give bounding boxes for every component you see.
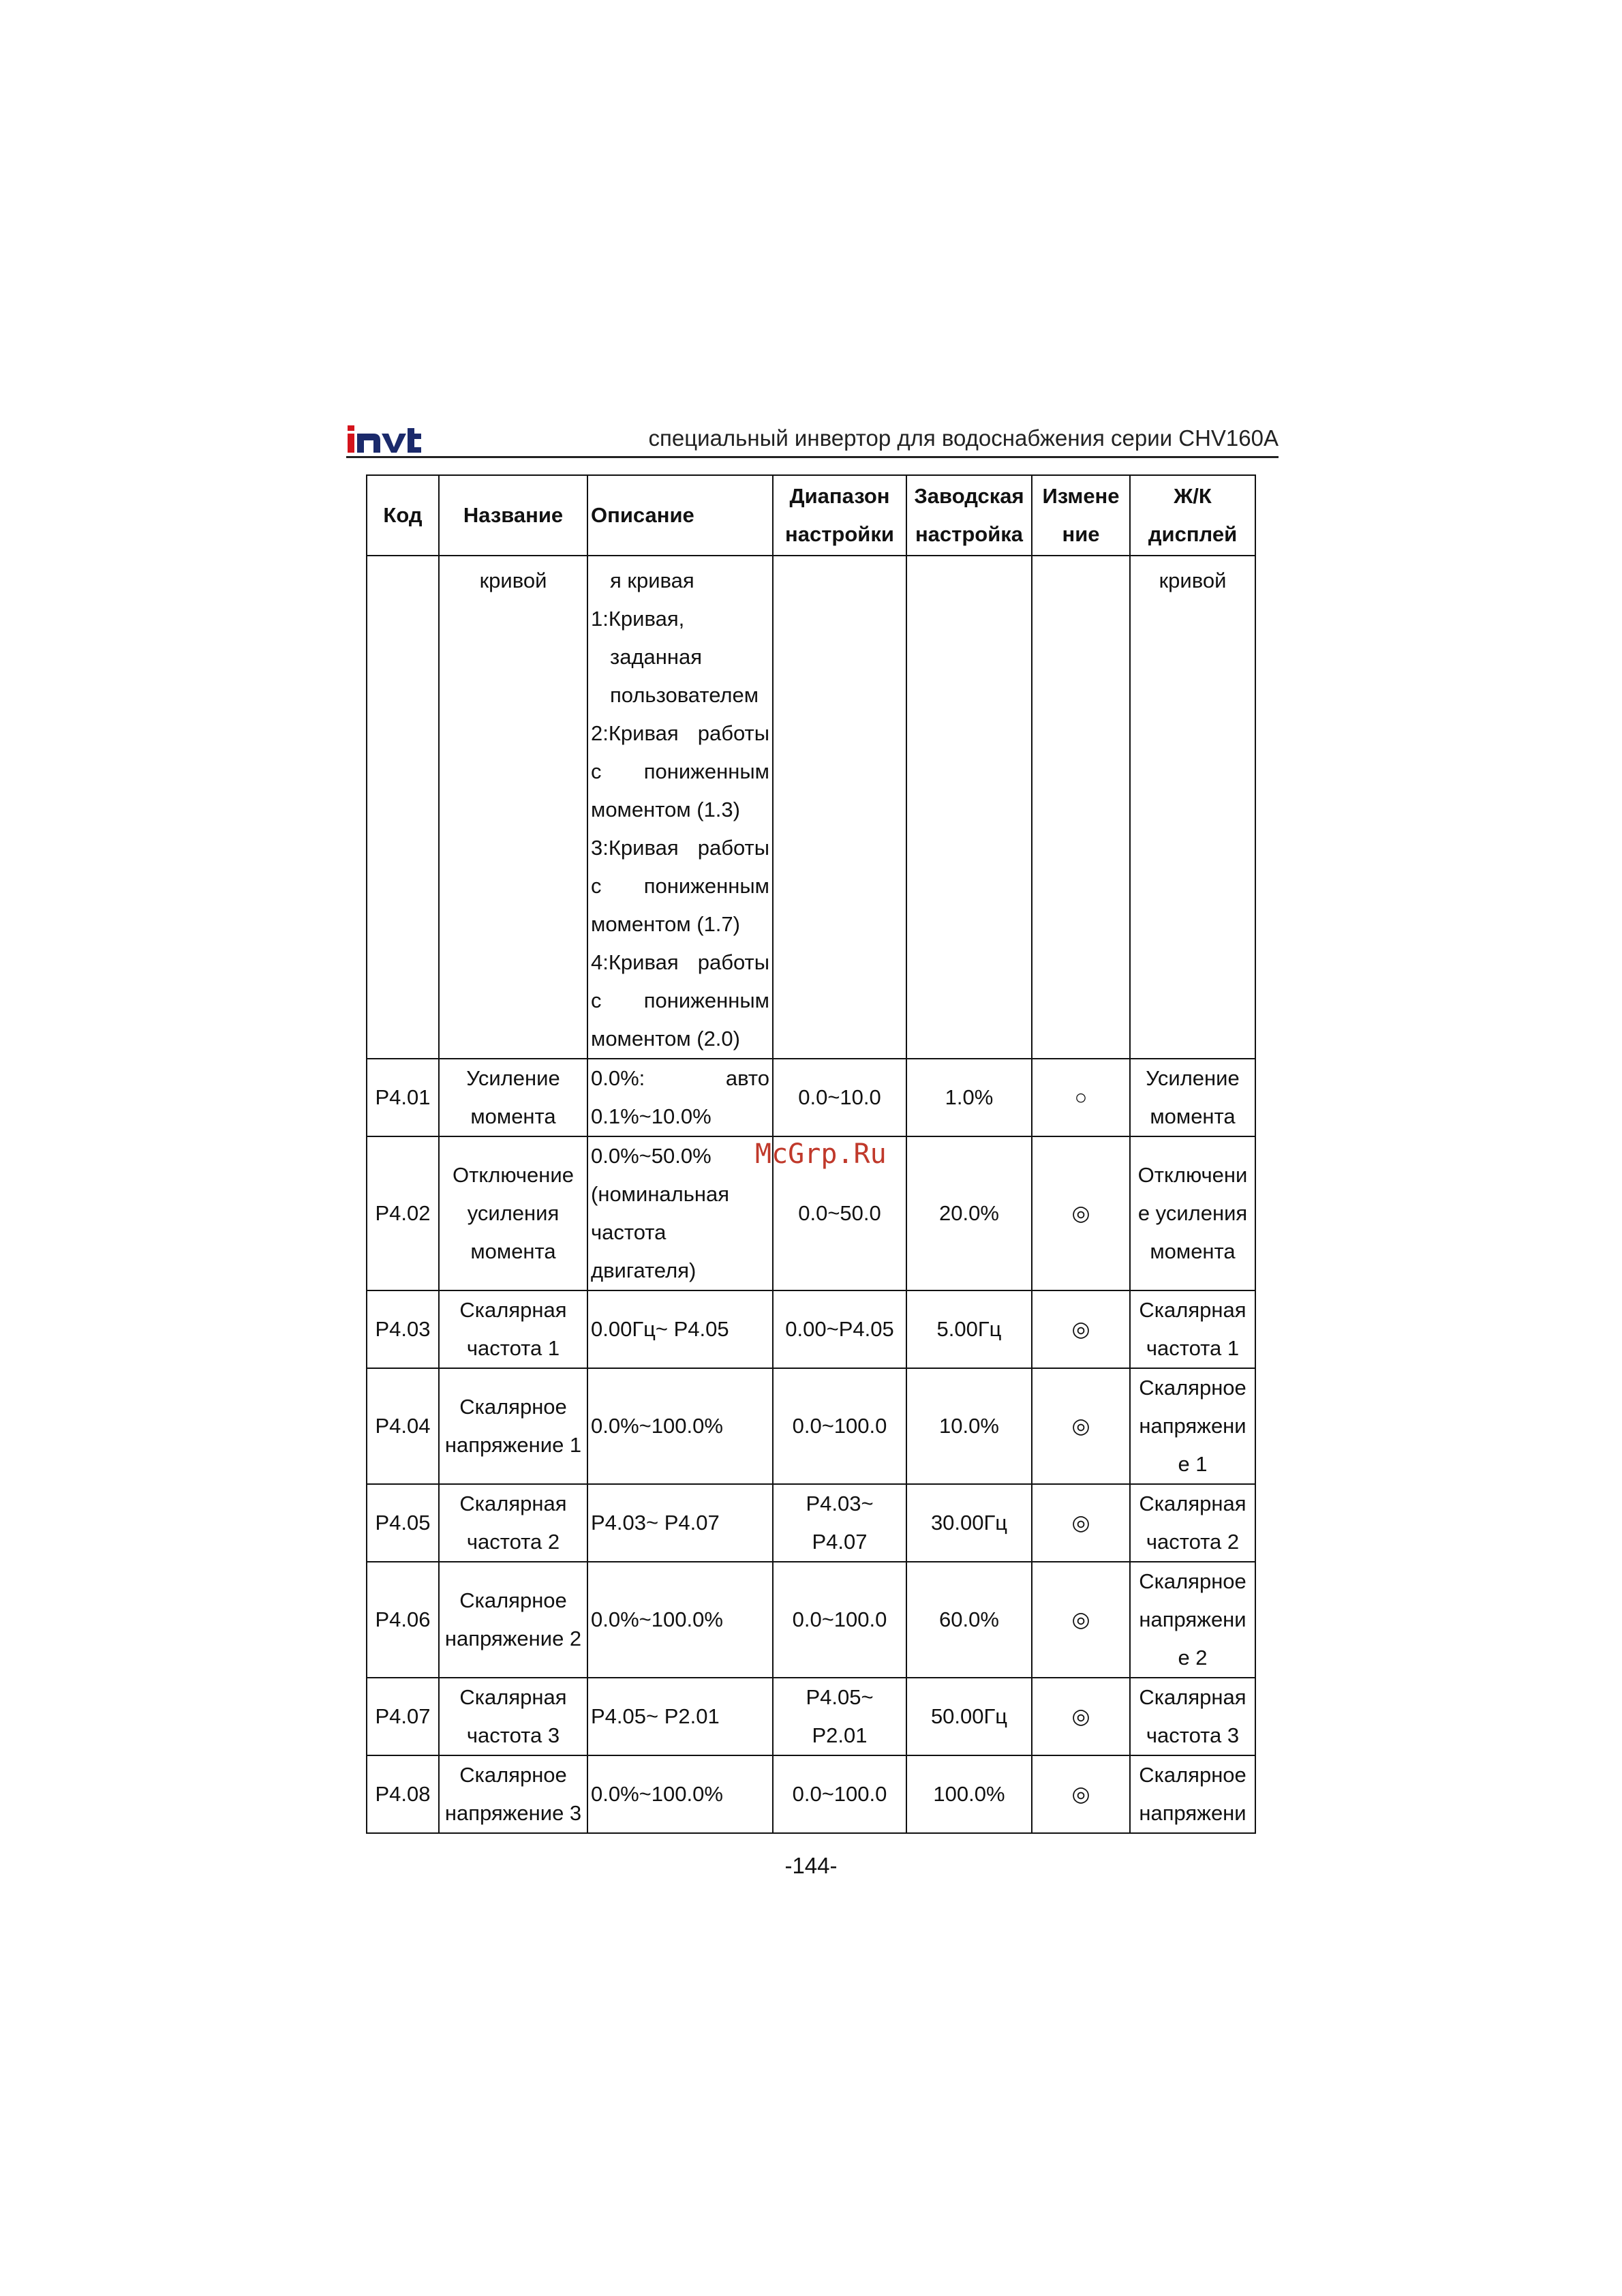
table-row xyxy=(367,1368,1255,1484)
cell-lcd: Скалярное напряжени xyxy=(1130,1755,1255,1833)
cell-change: ◎ xyxy=(1032,1678,1130,1755)
cell-change: ◎ xyxy=(1032,1136,1130,1290)
cell-lcd: Скалярная частота 2 xyxy=(1130,1484,1255,1562)
table-header-row xyxy=(367,475,1255,556)
table-row xyxy=(367,1755,1255,1833)
cell-default: 20.0% xyxy=(906,1136,1032,1290)
table-row xyxy=(367,1678,1255,1755)
col-header-default: Заводская настройка xyxy=(906,475,1032,556)
cell-range: P4.03~ P4.07 xyxy=(773,1484,906,1562)
col-header-range: Диапазон настройки xyxy=(773,475,906,556)
col-header-description: Описание xyxy=(587,475,773,556)
cell-default xyxy=(906,556,1032,1059)
table-row xyxy=(367,1562,1255,1678)
cell-range: P4.05~ P2.01 xyxy=(773,1678,906,1755)
col-header-name: Название xyxy=(439,475,587,556)
cell-name: Отключение усиления момента xyxy=(439,1136,587,1290)
cell-code: P4.03 xyxy=(367,1290,439,1368)
cell-lcd: Скалярная частота 1 xyxy=(1130,1290,1255,1368)
col-header-lcd: Ж/К дисплей xyxy=(1130,475,1255,556)
cell-lcd: Скалярная частота 3 xyxy=(1130,1678,1255,1755)
cell-code: P4.05 xyxy=(367,1484,439,1562)
cell-description: 0.0%~100.0% xyxy=(587,1562,773,1678)
cell-change xyxy=(1032,556,1130,1059)
cell-default: 50.00Гц xyxy=(906,1678,1032,1755)
cell-change: ◎ xyxy=(1032,1290,1130,1368)
cell-name: Скалярная частота 1 xyxy=(439,1290,587,1368)
cell-range: 0.0~100.0 xyxy=(773,1368,906,1484)
header-divider xyxy=(346,456,1279,458)
cell-range: 0.0~50.0 xyxy=(773,1136,906,1290)
cell-lcd: Усиление момента xyxy=(1130,1059,1255,1136)
cell-description: P4.05~ P2.01 xyxy=(587,1678,773,1755)
cell-description: 0.0%: авто 0.1%~10.0% xyxy=(587,1059,773,1136)
cell-description: 0.0%~50.0% (номинальная частота двигателя) xyxy=(587,1136,773,1290)
col-header-code: Код xyxy=(367,475,439,556)
cell-name: Скалярное напряжение 3 xyxy=(439,1755,587,1833)
cell-name: Усиление момента xyxy=(439,1059,587,1136)
cell-name: кривой xyxy=(439,556,587,1059)
cell-change: ◎ xyxy=(1032,1484,1130,1562)
cell-change: ○ xyxy=(1032,1059,1130,1136)
page-header xyxy=(346,417,1279,458)
cell-code: P4.04 xyxy=(367,1368,439,1484)
cell-description: 0.00Гц~ P4.05 xyxy=(587,1290,773,1368)
cell-description: P4.03~ P4.07 xyxy=(587,1484,773,1562)
cell-lcd: Отключени е усиления момента xyxy=(1130,1136,1255,1290)
cell-default: 1.0% xyxy=(906,1059,1032,1136)
header-title: специальный инвертор для водоснабжения серии CHV160A xyxy=(648,425,1279,451)
cell-code: P4.06 xyxy=(367,1562,439,1678)
cell-range: 0.0~100.0 xyxy=(773,1755,906,1833)
table-row xyxy=(367,1290,1255,1368)
table-row-continuation xyxy=(367,556,1255,1059)
cell-default: 10.0% xyxy=(906,1368,1032,1484)
cell-name: Скалярная частота 2 xyxy=(439,1484,587,1562)
table-row xyxy=(367,1059,1255,1136)
cell-name: Скалярное напряжение 2 xyxy=(439,1562,587,1678)
col-header-change: Измене ние xyxy=(1032,475,1130,556)
cell-range: 0.00~P4.05 xyxy=(773,1290,906,1368)
watermark: McGrp.Ru xyxy=(755,1138,887,1170)
cell-default: 100.0% xyxy=(906,1755,1032,1833)
cell-range xyxy=(773,556,906,1059)
cell-description: 0.0%~100.0% xyxy=(587,1368,773,1484)
cell-lcd: кривой xyxy=(1130,556,1255,1059)
cell-change: ◎ xyxy=(1032,1562,1130,1678)
cell-range: 0.0~100.0 xyxy=(773,1562,906,1678)
cell-lcd: Скалярное напряжени е 2 xyxy=(1130,1562,1255,1678)
cell-description: 0.0%~100.0% xyxy=(587,1755,773,1833)
cell-change: ◎ xyxy=(1032,1368,1130,1484)
page-number: -144- xyxy=(784,1853,838,1878)
cell-code: P4.07 xyxy=(367,1678,439,1755)
cell-description: я кривая 1:Кривая, заданная пользователем 2:Кривая работы с пониженным моментом (1.3) 3:Кривая работы с пониженным моментом (1.7) 4:Кривая работы с пониженным моментом (2.0) xyxy=(587,556,773,1059)
cell-code: P4.02 xyxy=(367,1136,439,1290)
cell-default: 60.0% xyxy=(906,1562,1032,1678)
cell-code: P4.08 xyxy=(367,1755,439,1833)
cell-name: Скалярная частота 3 xyxy=(439,1678,587,1755)
cell-name: Скалярное напряжение 1 xyxy=(439,1368,587,1484)
cell-code xyxy=(367,556,439,1059)
cell-change: ◎ xyxy=(1032,1755,1130,1833)
cell-lcd: Скалярное напряжени е 1 xyxy=(1130,1368,1255,1484)
table-row xyxy=(367,1484,1255,1562)
cell-default: 5.00Гц xyxy=(906,1290,1032,1368)
cell-code: P4.01 xyxy=(367,1059,439,1136)
cell-range: 0.0~10.0 xyxy=(773,1059,906,1136)
invt-logo xyxy=(346,423,423,455)
cell-default: 30.00Гц xyxy=(906,1484,1032,1562)
